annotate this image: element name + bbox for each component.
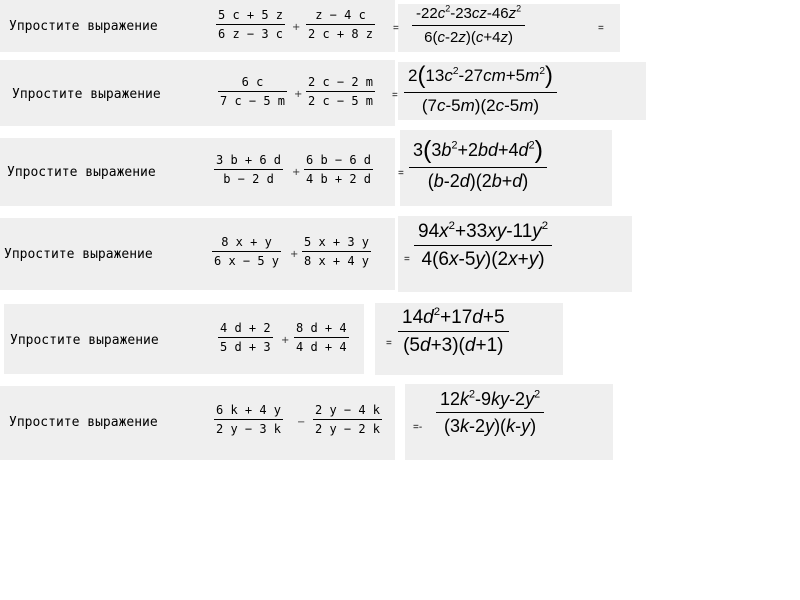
- trailing-equals-sign: =: [598, 23, 604, 34]
- operator: +: [281, 335, 290, 346]
- numerator: 5 x + 3 y: [304, 235, 370, 249]
- answer-numerator: $-22c^2-23cz-46z^2$: [416, 3, 522, 22]
- fraction-5-a: [218, 322, 273, 353]
- equals-sign: =: [392, 90, 398, 101]
- denominator: 2 y − 3 k: [216, 422, 282, 436]
- answer-numerator: $94x^2+33xy-11y^2$: [418, 220, 549, 242]
- answer-denominator: (7c-5m)(2c-5m): [421, 95, 540, 115]
- answer-denominator: (5d+3)(d+1): [403, 335, 504, 356]
- fraction-1-a: [216, 9, 285, 40]
- prompt-label: Упростите выражение: [12, 87, 161, 102]
- answer-numerator: $14d^2+17d+5$: [402, 306, 505, 328]
- fraction-6-b: [313, 404, 382, 435]
- prompt-label: Упростите выражение: [10, 333, 159, 348]
- fraction-5-b: [294, 322, 349, 353]
- numerator: 6 k + 4 y: [216, 403, 282, 417]
- numerator: 3 b + 6 d: [216, 153, 282, 167]
- answer-numerator: $3(3b^2+2bd+4d^2)$: [413, 136, 543, 164]
- answer-denominator: 4(6x-5y)(2x+y): [421, 249, 545, 270]
- operator: +: [292, 22, 301, 33]
- fraction-3-a: [214, 154, 283, 185]
- answer-3: [409, 138, 547, 190]
- fraction-2-a: [218, 76, 287, 107]
- numerator: 8 x + y: [221, 235, 272, 249]
- numerator: 2 y − 4 k: [315, 403, 381, 417]
- equals-sign: =: [404, 254, 410, 265]
- numerator: 6 c: [241, 75, 264, 89]
- answer-6: [436, 390, 544, 435]
- denominator: 2 c + 8 z: [308, 27, 374, 41]
- answer-5: [398, 308, 509, 355]
- fraction-4-b: [302, 236, 371, 267]
- answer-denominator: (b-2d)(2b+d): [427, 171, 529, 192]
- prompt-label: Упростите выражение: [9, 19, 158, 34]
- answer-numerator: $12k^2-9ky-2y^2$: [440, 388, 541, 409]
- equals-sign: =: [393, 23, 399, 34]
- answer-denominator: 6(c-2z)(c+4z): [424, 29, 513, 46]
- prompt-label: Упростите выражение: [4, 247, 153, 262]
- equals-minus-sign: =-: [413, 422, 423, 433]
- numerator: 5 c + 5 z: [218, 8, 284, 22]
- denominator: b − 2 d: [223, 172, 274, 186]
- prompt-label: Упростите выражение: [9, 415, 158, 430]
- equals-sign: =: [386, 338, 392, 349]
- denominator: 8 x + 4 y: [304, 254, 370, 268]
- answer-1: [412, 3, 525, 46]
- fraction-2-b: [306, 76, 375, 107]
- operator: −: [297, 417, 306, 428]
- fraction-4-a: [212, 236, 281, 267]
- numerator: 6 b − 6 d: [306, 153, 372, 167]
- denominator: 7 c − 5 m: [220, 94, 286, 108]
- denominator: 4 d + 4: [296, 340, 347, 354]
- denominator: 2 y − 2 k: [315, 422, 381, 436]
- answer-2: [404, 64, 557, 114]
- numerator: z − 4 c: [315, 8, 366, 22]
- denominator: 5 d + 3: [220, 340, 271, 354]
- fraction-3-b: [304, 154, 373, 185]
- operator: +: [292, 167, 301, 178]
- denominator: 6 x − 5 y: [214, 254, 280, 268]
- fraction-1-b: [306, 9, 375, 40]
- answer-denominator: (3k-2y)(k-y): [444, 416, 537, 436]
- equals-sign: =: [398, 168, 404, 179]
- operator: +: [290, 249, 299, 260]
- prompt-label: Упростите выражение: [7, 165, 156, 180]
- denominator: 4 b + 2 d: [306, 172, 372, 186]
- numerator: 4 d + 2: [220, 321, 271, 335]
- denominator: 2 c − 5 m: [308, 94, 374, 108]
- denominator: 6 z − 3 c: [218, 27, 284, 41]
- operator: +: [294, 89, 303, 100]
- answer-numerator: $2(13c^2-27cm+5m^2)$: [408, 62, 553, 89]
- answer-4: [414, 222, 552, 269]
- numerator: 2 c − 2 m: [308, 75, 374, 89]
- numerator: 8 d + 4: [296, 321, 347, 335]
- fraction-6-a: [214, 404, 283, 435]
